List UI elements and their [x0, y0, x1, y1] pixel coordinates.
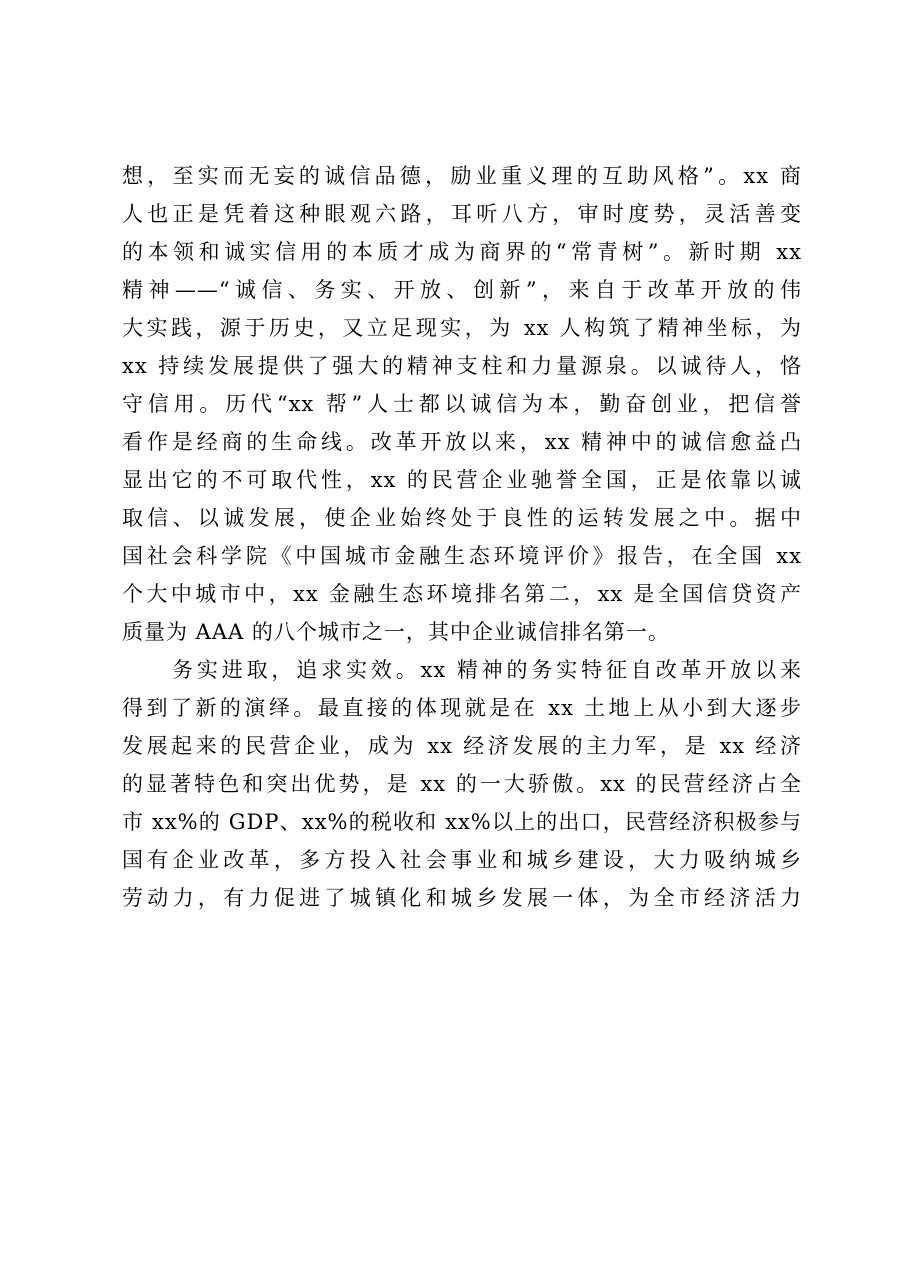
- paragraph-line: xx 持续发展提供了强大的精神支柱和力量源泉。以诚待人，恪: [122, 354, 802, 378]
- paragraph-line: 显出它的不可取代性，xx 的民营企业驰誉全国，正是依靠以诚: [122, 468, 802, 492]
- paragraph-line: 人也正是凭着这种眼观六路，耳听八方，审时度势，灵活善变: [122, 202, 802, 226]
- paragraph-line: 的显著特色和突出优势，是 xx 的一大骄傲。xx 的民营经济占全: [122, 772, 802, 796]
- paragraph-first-line: 务实进取，追求实效。xx 精神的务实特征自改革开放以来: [172, 658, 802, 682]
- paragraph-line: 市 xx%的 GDP、xx%的税收和 xx%以上的出口，民营经济积极参与: [122, 810, 802, 834]
- paragraph-line: 取信、以诚发展，使企业始终处于良性的运转发展之中。据中: [122, 506, 802, 530]
- paragraph-line: 精神——“诚信、务实、开放、创新”，来自于改革开放的伟: [122, 278, 802, 302]
- paragraph-line: 看作是经商的生命线。改革开放以来，xx 精神中的诚信愈益凸: [122, 430, 802, 454]
- paragraph-line: 个大中城市中，xx 金融生态环境排名第二，xx 是全国信贷资产: [122, 582, 802, 606]
- paragraph-line: 质量为 AAA 的八个城市之一，其中企业诚信排名第一。: [122, 620, 670, 644]
- paragraph-line: 国社会科学院《中国城市金融生态环境评价》报告，在全国 xx: [122, 544, 802, 568]
- paragraph-line: 大实践，源于历史，又立足现实，为 xx 人构筑了精神坐标，为: [122, 316, 802, 340]
- paragraph-line: 得到了新的演绎。最直接的体现就是在 xx 土地上从小到大逐步: [122, 696, 802, 720]
- paragraph-line: 劳动力，有力促进了城镇化和城乡发展一体，为全市经济活力: [122, 886, 802, 910]
- paragraph-line: 的本领和诚实信用的本质才成为商界的“常青树”。新时期 xx: [122, 240, 802, 264]
- paragraph-line: 守信用。历代“xx 帮”人士都以诚信为本，勤奋创业，把信誉: [122, 392, 802, 416]
- paragraph-line: 想，至实而无妄的诚信品德，励业重义理的互助风格”。xx 商: [122, 164, 802, 188]
- paragraph-line: 发展起来的民营企业，成为 xx 经济发展的主力军，是 xx 经济: [122, 734, 802, 758]
- paragraph-line: 国有企业改革，多方投入社会事业和城乡建设，大力吸纳城乡: [122, 848, 802, 872]
